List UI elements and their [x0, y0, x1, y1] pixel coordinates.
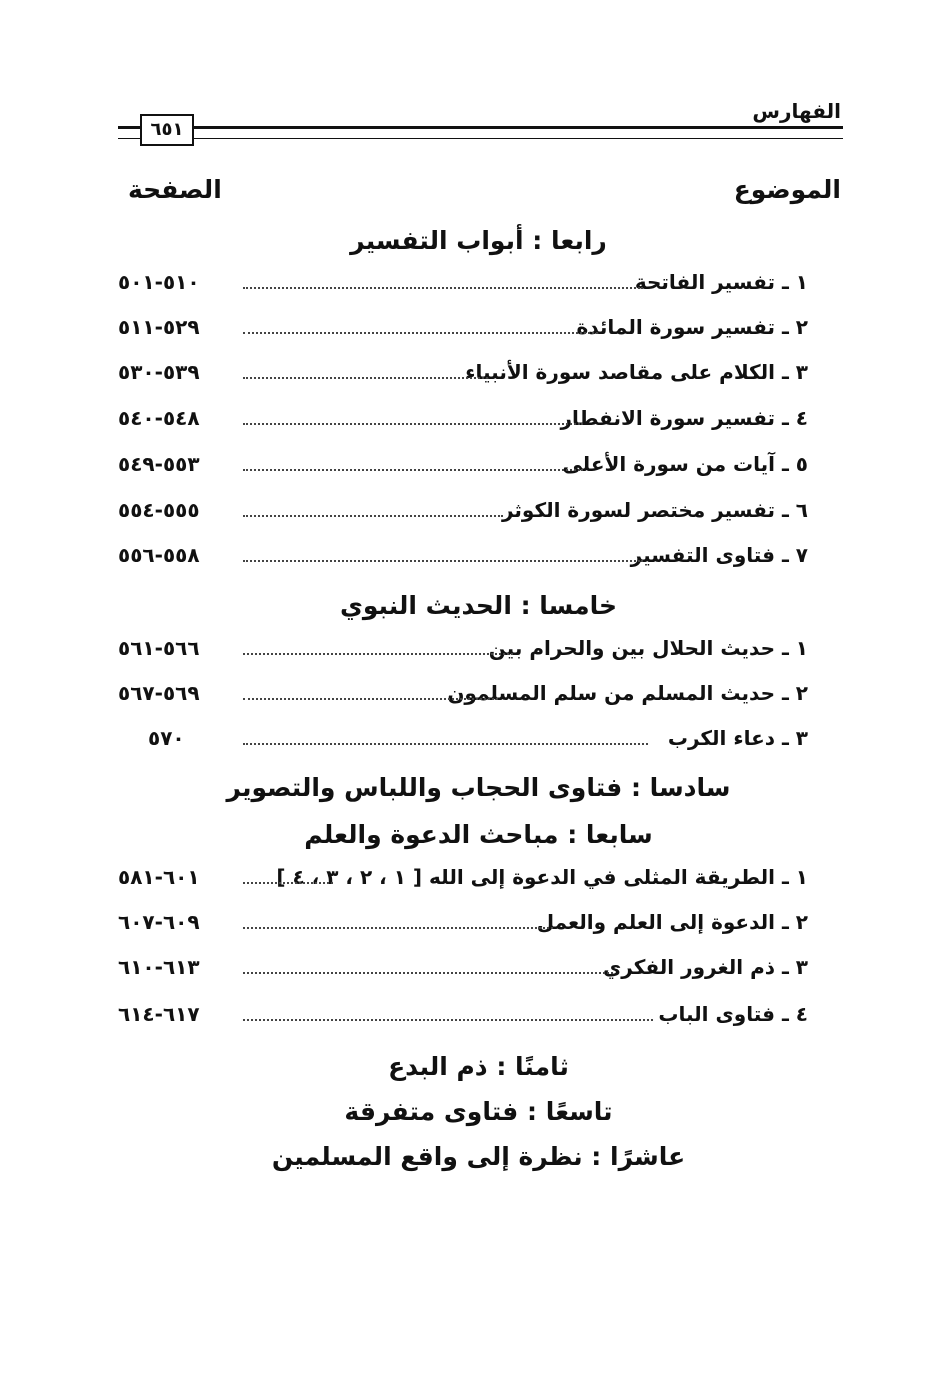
entry-title: ٣ ـ الكلام على مقاصد سورة الأنبياء — [465, 360, 808, 384]
section-title-muslims-reality: عاشرًا : نظرة إلى واقع المسلمين — [271, 1142, 686, 1171]
toc-entry — [118, 543, 808, 577]
dot-leader — [243, 560, 643, 562]
section-title-tafsir: رابعا : أبواب التفسير — [350, 226, 607, 255]
dot-leader — [243, 653, 513, 655]
entry-pages: ٦١٣-٦١٠ — [118, 955, 200, 979]
toc-entry — [118, 452, 808, 486]
entry-title: ١ ـ الطريقة المثلى في الدعوة إلى الله [ ١ ، ٢ ، ٣ ، ٤ ] — [276, 865, 808, 889]
entry-title: ١ ـ حديث الحلال بين والحرام بين — [488, 636, 808, 660]
entry-pages: ٥٥٥-٥٥٤ — [118, 498, 200, 522]
column-heading-page: الصفحة — [128, 175, 222, 204]
entry-title: ٣ ـ دعاء الكرب — [667, 726, 808, 750]
header-rule — [118, 126, 843, 139]
entry-pages: ٥٥٨-٥٥٦ — [118, 543, 200, 567]
section-title-hadith: خامسا : الحديث النبوي — [339, 591, 618, 620]
entry-title: ١ ـ تفسير الفاتحة — [634, 270, 808, 294]
dot-leader — [243, 332, 598, 334]
entry-title: ٢ ـ الدعوة إلى العلم والعمل — [536, 910, 808, 934]
column-heading-topic: الموضوع — [733, 175, 841, 204]
section-title-misc-fatawa: تاسعًا : فتاوى متفرقة — [344, 1097, 613, 1126]
toc-entry — [118, 360, 808, 394]
dot-leader — [243, 287, 643, 289]
toc-entry — [118, 955, 808, 989]
page-number: ٦٥١ — [140, 114, 194, 146]
dot-leader — [243, 882, 333, 884]
toc-entry — [118, 315, 808, 349]
entry-pages: ٥٣٩-٥٣٠ — [118, 360, 200, 384]
toc-entry — [118, 726, 808, 760]
entry-pages: ٥٥٣-٥٤٩ — [118, 452, 200, 476]
dot-leader — [243, 423, 583, 425]
section-title-dawa: سابعا : مباحث الدعوة والعلم — [304, 820, 653, 849]
dot-leader — [243, 515, 503, 517]
toc-entry — [118, 910, 808, 944]
dot-leader — [243, 1019, 653, 1021]
dot-leader — [243, 698, 498, 700]
entry-title: ٢ ـ تفسير سورة المائدة — [576, 315, 808, 339]
entry-title: ٤ ـ تفسير سورة الانفطار — [560, 406, 808, 430]
dot-leader — [243, 927, 553, 929]
entry-title: ٤ ـ فتاوى الباب — [658, 1002, 808, 1026]
entry-pages: ٥٢٩-٥١١ — [118, 315, 200, 339]
entry-pages: ٦٠٩-٦٠٧ — [118, 910, 200, 934]
toc-entry — [118, 270, 808, 304]
running-title: الفهارس — [752, 99, 841, 123]
toc-entry — [118, 681, 808, 715]
dot-leader — [243, 743, 648, 745]
entry-pages: ٥١٠-٥٠١ — [118, 270, 200, 294]
entry-title: ٥ ـ آيات من سورة الأعلى — [562, 452, 808, 476]
entry-title: ٧ ـ فتاوى التفسير — [630, 543, 808, 567]
toc-entry — [118, 498, 808, 532]
entry-title: ٢ ـ حديث المسلم من سلم المسلمون — [447, 681, 808, 705]
section-title-bida: ثامنًا : ذم البدع — [388, 1052, 569, 1081]
entry-pages: ٦١٧-٦١٤ — [118, 1002, 200, 1026]
entry-pages: ٥٤٨-٥٤٠ — [118, 406, 200, 430]
dot-leader — [243, 972, 613, 974]
toc-entry — [118, 1002, 808, 1036]
entry-title: ٦ ـ تفسير مختصر لسورة الكوثر — [501, 498, 808, 522]
toc-entry — [118, 636, 808, 670]
entry-pages: ٥٦٦-٥٦١ — [118, 636, 200, 660]
dot-leader — [243, 377, 488, 379]
toc-entry — [118, 865, 808, 899]
dot-leader — [243, 469, 583, 471]
section-title-hijab: سادسا : فتاوى الحجاب واللباس والتصوير — [226, 773, 731, 802]
entry-title: ٣ ـ ذم الغرور الفكري — [602, 955, 808, 979]
entry-pages: ٥٧٠ — [148, 726, 185, 750]
toc-entry — [118, 406, 808, 440]
entry-pages: ٥٦٩-٥٦٧ — [118, 681, 200, 705]
entry-pages: ٦٠١-٥٨١ — [118, 865, 200, 889]
